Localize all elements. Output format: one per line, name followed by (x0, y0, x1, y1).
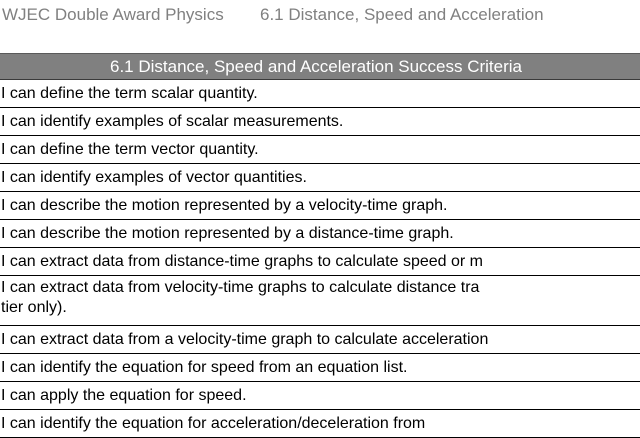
table-row (0, 382, 640, 410)
table-row (0, 164, 640, 192)
table-row (0, 108, 640, 136)
table-row (0, 410, 640, 438)
criterion-text: I can define the term vector quantity. (0, 136, 640, 164)
criterion-text: I can identify examples of scalar measurements. (0, 108, 640, 136)
criterion-line: tier only). (1, 299, 67, 316)
table-row (0, 354, 640, 382)
document-header (0, 5, 561, 27)
table-row (0, 136, 640, 164)
table-row (0, 192, 640, 220)
table-row (0, 326, 640, 354)
criterion-text: I can apply the equation for speed. (0, 382, 640, 410)
topic-title: 6.1 Distance, Speed and Acceleration (260, 5, 544, 24)
table-row (0, 80, 640, 108)
criterion-text: I can identify the equation for speed from an equation list. (0, 354, 640, 382)
course-title: WJEC Double Award Physics (2, 5, 224, 24)
criterion-text: I can define the term scalar quantity. (0, 80, 640, 108)
table-row (0, 220, 640, 248)
table-row (0, 248, 640, 276)
table-header-row (0, 54, 640, 80)
criterion-text: I can identify the equation for acceleration/deceleration from (0, 410, 640, 438)
success-criteria-table (0, 53, 640, 438)
criterion-text: I can extract data from distance-time graphs to calculate speed or m (0, 248, 640, 276)
table-heading: 6.1 Distance, Speed and Acceleration Success Criteria (0, 54, 640, 80)
criterion-text (0, 276, 640, 326)
table-row (0, 276, 640, 326)
criterion-text: I can extract data from a velocity-time graph to calculate acceleration (0, 326, 640, 354)
criterion-text: I can identify examples of vector quantities. (0, 164, 640, 192)
criterion-text: I can describe the motion represented by a distance-time graph. (0, 220, 640, 248)
criterion-text: I can describe the motion represented by a velocity-time graph. (0, 192, 640, 220)
criterion-line: I can extract data from velocity-time graphs to calculate distance tra (1, 279, 480, 296)
